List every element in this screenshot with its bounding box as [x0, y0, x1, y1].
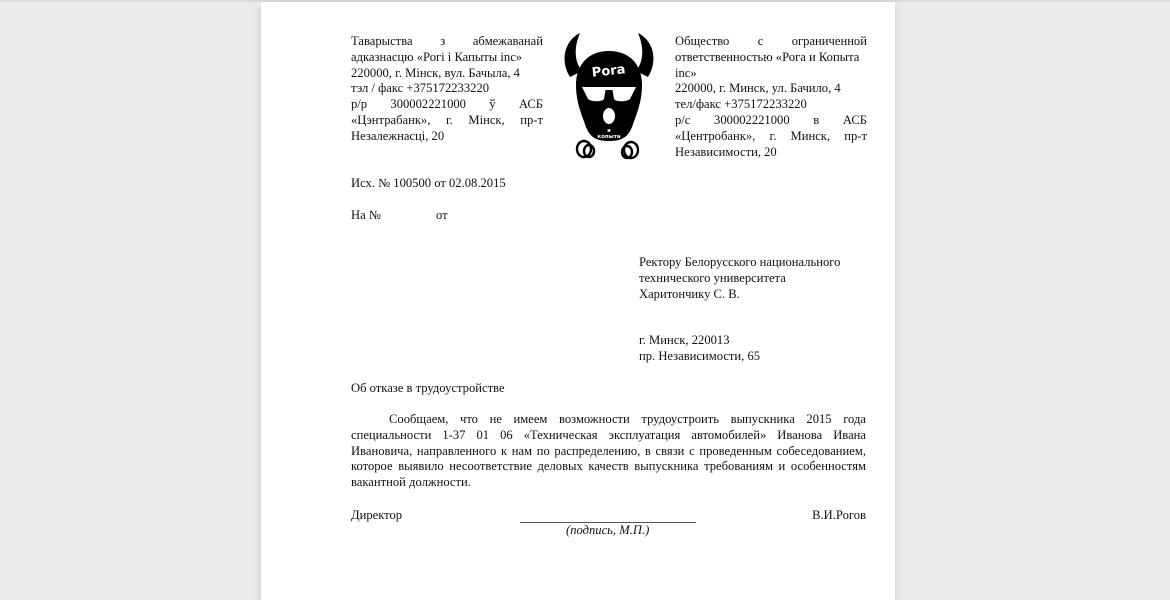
- letterhead-belarusian: [351, 34, 543, 145]
- letterhead-line: [351, 66, 543, 82]
- letterhead-word: г.: [445, 112, 453, 127]
- company-logo: [558, 31, 660, 163]
- letterhead-word: тэл / факс +375172233220: [351, 81, 490, 96]
- letterhead-word: ответственностью «Рога и Копыта: [675, 49, 860, 64]
- recipient-block: [639, 255, 840, 302]
- letterhead-word: г.: [769, 128, 777, 143]
- letterhead-word: адказнасцю «Рогі і Капыты inc»: [351, 49, 523, 64]
- letterhead-line: [675, 113, 867, 129]
- logo-bottom-text-1: и: [607, 128, 611, 134]
- mouth-shape: [603, 108, 615, 124]
- letterhead-word: абмежаванай: [472, 34, 543, 48]
- recipient-address: [639, 333, 760, 365]
- letterhead-line: [351, 113, 543, 129]
- logo-top-text: Pora: [591, 62, 627, 81]
- letterhead-word: Незалежнасці, 20: [351, 128, 445, 143]
- document-page: [261, 2, 895, 600]
- address-line: г. Минск, 220013: [639, 333, 730, 347]
- letterhead-line: [351, 97, 543, 113]
- letterhead-line: [351, 34, 543, 50]
- signatory-name: В.И.Рогов: [812, 508, 866, 522]
- reply-reference: [351, 208, 551, 224]
- signature-caption: (подпись, М.П.): [566, 523, 650, 537]
- letterhead-word: 300002221000: [714, 112, 790, 127]
- reply-from-label: от: [436, 208, 448, 222]
- letterhead-line: [351, 50, 543, 66]
- logo-bottom-text-2: копыта: [597, 134, 621, 140]
- letterhead-word: пр-т: [520, 112, 543, 127]
- letterhead-line: [675, 81, 867, 97]
- letterhead-line: [351, 81, 543, 97]
- letterhead-word: Таварыства: [351, 34, 413, 48]
- signatory-title: Директор: [351, 508, 403, 522]
- letterhead-word: Общество: [675, 34, 730, 48]
- letterhead-word: с: [757, 34, 764, 48]
- letterhead-word: АСБ: [518, 97, 543, 112]
- letterhead-word: Мінск,: [468, 112, 505, 127]
- letterhead-word: АСБ: [842, 112, 867, 127]
- letterhead-word: Независимости, 20: [675, 144, 777, 159]
- right-ring-icon: [622, 142, 638, 158]
- letterhead-word: 300002221000: [390, 97, 466, 112]
- letterhead-line: [675, 34, 867, 50]
- letterhead-word: «Цэнтрабанк»,: [351, 112, 431, 127]
- letterhead-line: [675, 66, 867, 82]
- letterhead-word: р/р: [351, 97, 368, 112]
- outgoing-number: Исх. № 100500 от 02.08.2015: [351, 176, 506, 190]
- letterhead-line: [675, 129, 867, 145]
- letterhead-line: [675, 50, 867, 66]
- letterhead-word: пр-т: [844, 128, 867, 143]
- letter-body: [351, 412, 866, 491]
- letterhead-russian: [675, 34, 867, 160]
- letterhead-line: [351, 129, 543, 145]
- recipient-line: Ректору Белорусского национального: [639, 255, 841, 269]
- left-ring-icon: [577, 141, 594, 157]
- recipient-line: Харитончику С. В.: [639, 286, 740, 301]
- letterhead-word: «Центробанк»,: [675, 128, 756, 143]
- letterhead-word: ограниченной: [791, 34, 867, 48]
- letterhead-word: 220000, г. Минск, ул. Бачило, 4: [675, 81, 841, 96]
- letterhead-line: [675, 97, 867, 113]
- letterhead-word: 220000, г. Мінск, вул. Бачыла, 4: [351, 65, 520, 80]
- letter-subject: Об отказе в трудоустройстве: [351, 381, 505, 395]
- letterhead-word: ў: [489, 97, 496, 112]
- recipient-line: технического университета: [639, 270, 786, 285]
- address-line: пр. Независимости, 65: [639, 348, 761, 363]
- letterhead-word: в: [813, 112, 820, 127]
- letterhead-word: inc»: [675, 65, 697, 80]
- letterhead-word: р/с: [675, 112, 691, 127]
- letterhead-word: Минск,: [790, 128, 831, 143]
- letterhead-line: [675, 145, 867, 161]
- letterhead-word: тел/факс +375172233220: [675, 97, 807, 112]
- reply-number-label: На №: [351, 208, 381, 222]
- letter-body-text: Сообщаем, что не имеем возможности трудоустроить выпускника 2015 года специальности 1-37 01 06 «Техническая эксплуатация автомобилей» Иванова Ивана Ивановича, направленного к нам по распределению, в связи с проведенным собеседованием, которое выявило несоответствие деловых качеств выпускника требованиям и особенностям вакантной должности.: [351, 412, 866, 490]
- letterhead-word: з: [440, 34, 446, 48]
